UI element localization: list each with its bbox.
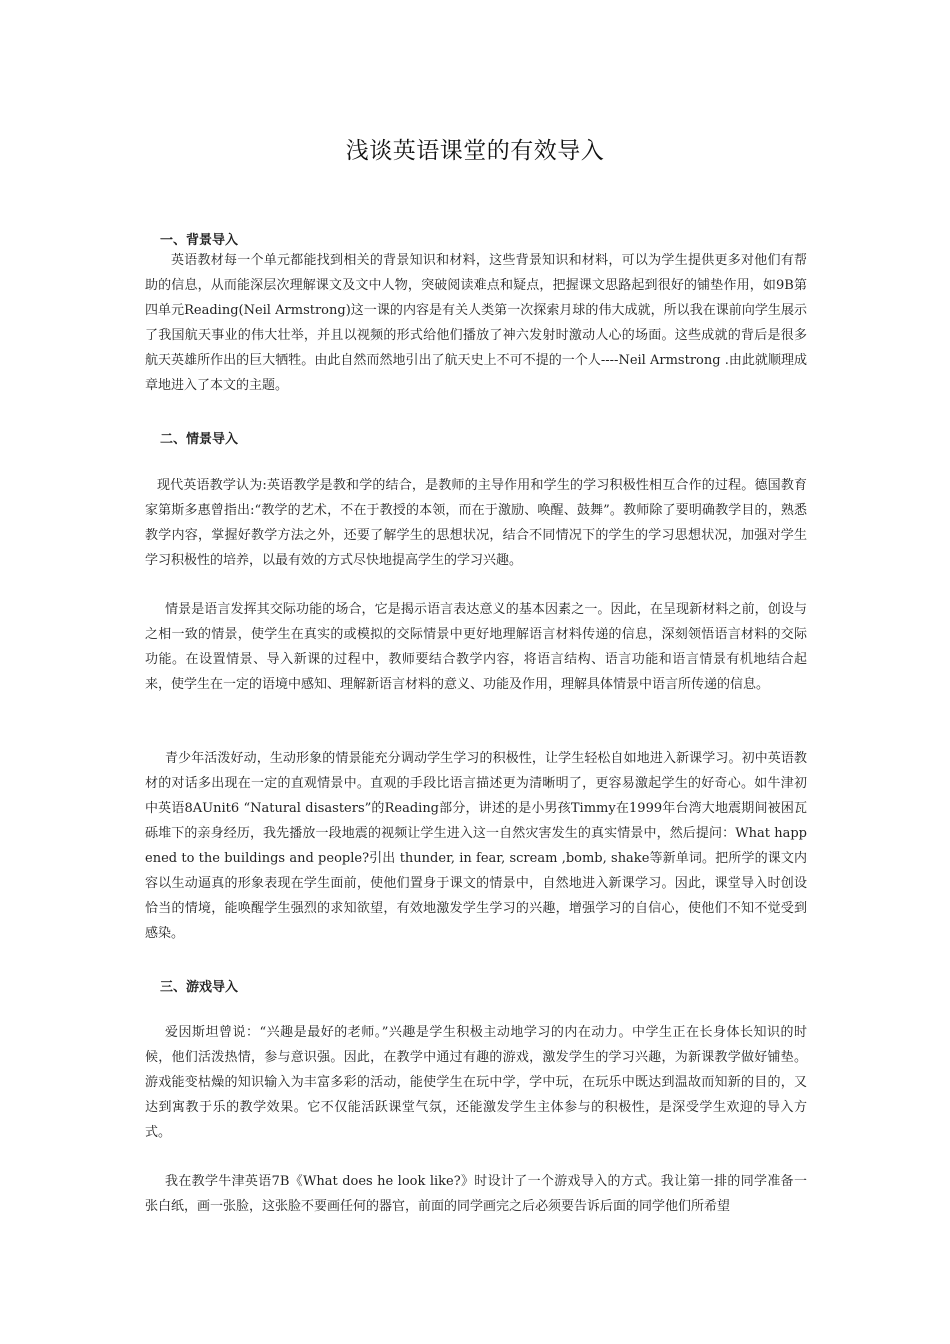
section-heading-situation: 二、情景导入 xyxy=(160,432,239,447)
paragraph-situation-2: 情景是语言发挥其交际功能的场合，它是揭示语言表达意义的基本因素之一。因此，在呈现新材料之前，创设与之相一致的情景，使学生在真实的或模拟的交际情景中更好地理解语言材料传递的信息，深刻领悟语言材料的交际功能。在设置情景、导入新课的过程中，教师要结合教学内容，将语言结构、语言功能和语言情景有机地结合起来，使学生在一定的语境中感知、理解新语言材料的意义、功能及作用，理解具体情景中语言所传递的信息。 xyxy=(145,602,807,692)
section-heading-game: 三、游戏导入 xyxy=(160,980,239,995)
paragraph-background-intro: 英语教材每一个单元都能找到相关的背景知识和材料，这些背景知识和材料，可以为学生提供更多对他们有帮助的信息，从而能深层次理解课文及文中人物，突破阅读难点和疑点，把握课文思路起到很好的铺垫作用，如9B第四单元Reading(Neil Armstrong)这一课的内容是有关人类第一次探索月球的伟大成就，所以我在课前向学生展示了我国航天事业的伟大壮举，并且以视频的形式给他们播放了神六发射时激动人心的场面。这些成就的背后是很多航天英雄所作出的巨大牺牲。由此自然而然地引出了航天史上不可不提的一个人----Neil Armstrong .由此就顺理成章地进入了本文的主题。 xyxy=(145,253,807,393)
paragraph-situation-3: 青少年活泼好动，生动形象的情景能充分调动学生学习的积极性，让学生轻松自如地进入新课学习。初中英语教材的对话多出现在一定的直观情景中。直观的手段比语言描述更为清晰明了，更容易激起学生的好奇心。如牛津初中英语8AUnit6 “Natural disasters”的Reading部分，讲述的是小男孩Timmy在1999年台湾大地震期间被困瓦砾堆下的亲身经历，我先播放一段地震的视频让学生进入这一自然灾害发生的真实情景中，然后提问：What happened to the buildings and people?引出 thunder, in fear, scream ,bomb, shake等新单词。把所学的课文内容以生动逼真的形象表现在学生面前，使他们置身于课文的情景中，自然地进入新课学习。因此，课堂导入时创设恰当的情境，能唤醒学生强烈的求知欲望，有效地激发学生学习的兴趣，增强学习的自信心，使他们不知不觉受到感染。 xyxy=(145,751,807,941)
document-title: 浅谈英语课堂的有效导入 xyxy=(345,138,605,164)
paragraph-game-2: 我在教学牛津英语7B《What does he look like?》时设计了一个游戏导入的方式。我让第一排的同学准备一张白纸，画一张脸，这张脸不要画任何的器官，前面的同学画完之后必须要告诉后面的同学他们所希望 xyxy=(145,1174,807,1214)
paragraph-game-1: 爱因斯坦曾说：“兴趣是最好的老师。”兴趣是学生积极主动地学习的内在动力。中学生正在长身体长知识的时候，他们活泼热情，参与意识强。因此，在教学中通过有趣的游戏，激发学生的学习兴趣，为新课教学做好铺垫。游戏能变枯燥的知识输入为丰富多彩的活动，能使学生在玩中学，学中玩，在玩乐中既达到温故而知新的目的，又达到寓教于乐的教学效果。它不仅能活跃课堂气氛，还能激发学生主体参与的积极性，是深受学生欢迎的导入方式。 xyxy=(145,1025,807,1140)
section-heading-background: 一、背景导入 xyxy=(160,233,239,248)
paragraph-situation-1: 现代英语教学认为:英语教学是教和学的结合，是教师的主导作用和学生的学习积极性相互合作的过程。德国教育家第斯多惠曾指出:“教学的艺术，不在于教授的本领，而在于激励、唤醒、鼓舞”。教师除了要明确教学目的，熟悉教学内容，掌握好教学方法之外，还要了解学生的思想状况，结合不同情况下的学生的学习思想状况，加强对学生学习积极性的培养，以最有效的方式尽快地提高学生的学习兴趣。 xyxy=(145,478,807,568)
